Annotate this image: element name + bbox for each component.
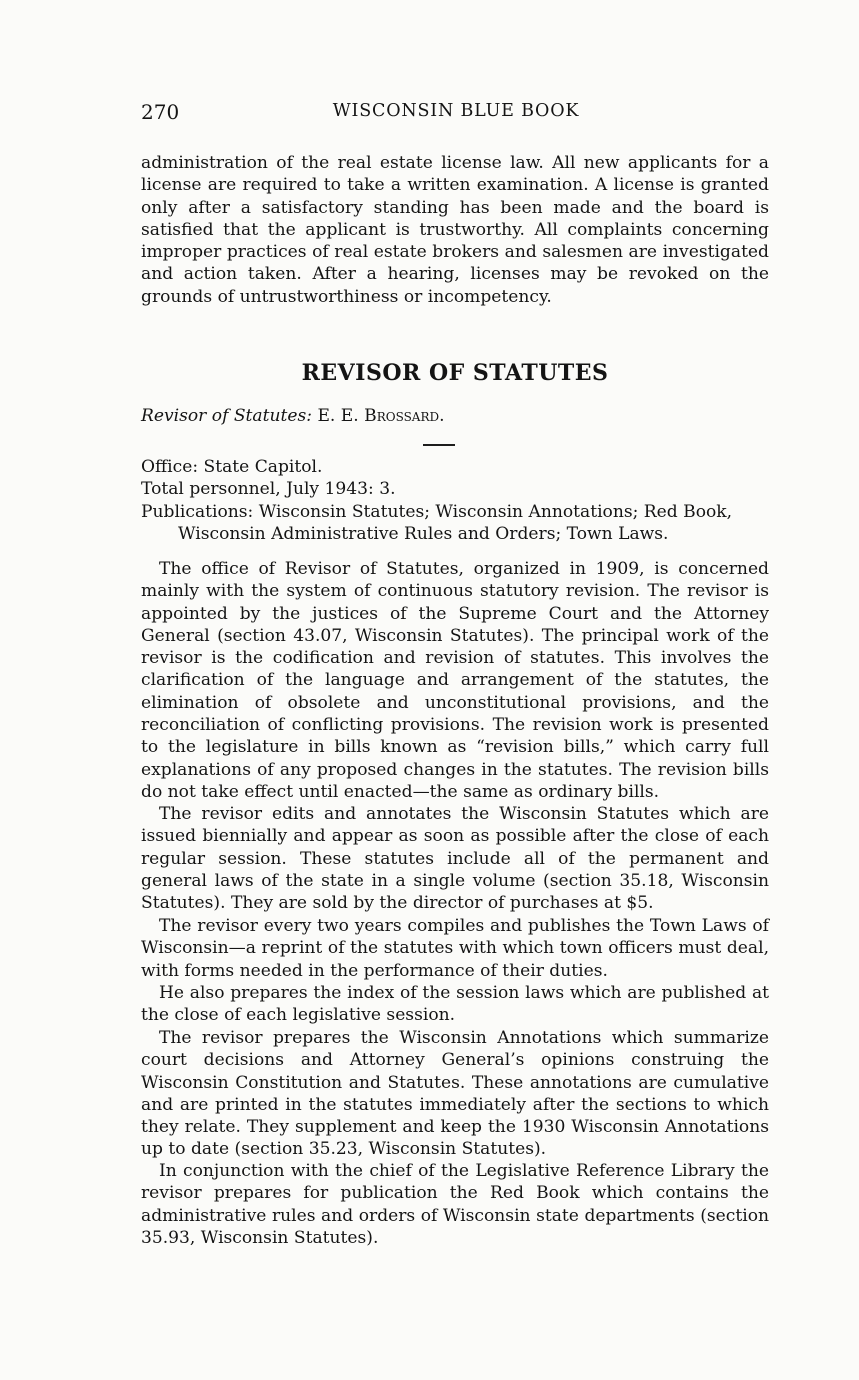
page-header [141,100,771,130]
intro-paragraph: administration of the real estate license law. All new applicants for a license are required to take a written examination. A license is granted only after a satisfactory standing has been made and the board is satisfied that the applicant is trustworthy. All complaints concerning improper practices of real estate brokers and salesmen are investigated and action taken. After a hearing, licenses may be revoked on the grounds of untrustworthiness or incompetency. [141,153,769,307]
paragraph-statutory-revision: The office of Revisor of Statutes, organized in 1909, is concerned mainly with the system of continuous statutory revision. The revisor is appointed by the justices of the Supreme Court and the Attorney General (section 43.07, Wisconsin Statutes). The principal work of the revisor is the codification and revision of statutes. This involves the clarification of the language and arrangement of the statutes, the elimination of obsolete and unconstitutional provisions, and the reconciliation of conflicting provisions. The revision work is presented to the legislature in bills known as “revision bills,” which carry full explanations of any proposed changes in the statutes. The revision bills do not take effect until enacted—the same as ordinary bills. [141,559,769,802]
section-heading: REVISOR OF STATUTES [301,360,609,386]
section-divider [423,444,455,446]
revisor-name: E. E. Brossard. [317,406,445,426]
publications-list: Publications: Wisconsin Statutes; Wisconsin Annotations; Red Book, Wisconsin Administrative Rules and Orders; Town Laws. [141,501,733,544]
revisor-line [141,406,445,426]
office-location: Office: State Capitol. [141,457,323,477]
office-info [141,456,771,545]
total-personnel: Total personnel, July 1943: 3. [141,479,396,500]
paragraph-wisconsin-annotations: The revisor prepares the Wisconsin Annotations which summarize court decisions and Attorney General’s opinions construing the Wisconsin Constitution and Statutes. These annotations are cumulative and are printed in the statutes immediately after the sections to which they relate. They supplement and keep the 1930 Wisconsin Annotations up to date (section 35.23, Wisconsin Statutes). [141,1028,769,1160]
revisor-title-label: Revisor of Statutes: [141,406,312,426]
paragraph-town-laws: The revisor every two years compiles and publishes the Town Laws of Wisconsin—a reprint of the statutes with which town officers must deal, with forms needed in the performance of their duties. [141,916,769,981]
running-head: WISCONSIN BLUE BOOK [332,101,580,121]
page-number: 270 [141,100,180,124]
paragraph-wisconsin-statutes: The revisor edits and annotates the Wisconsin Statutes which are issued biennially and appear as soon as possible after the close of each regular session. These statutes include all of the permanent and general laws of the state in a single volume (section 35.18, Wisconsin Statutes). They are sold by the director of purchases at $5. [141,804,769,914]
paragraph-red-book: In conjunction with the chief of the Legislative Reference Library the revisor prepares for publication the Red Book which contains the administrative rules and orders of Wisconsin state departments (section 35.93, Wisconsin Statutes). [141,1161,769,1248]
paragraph-session-laws-index: He also prepares the index of the session laws which are published at the close of each legislative session. [141,983,769,1026]
